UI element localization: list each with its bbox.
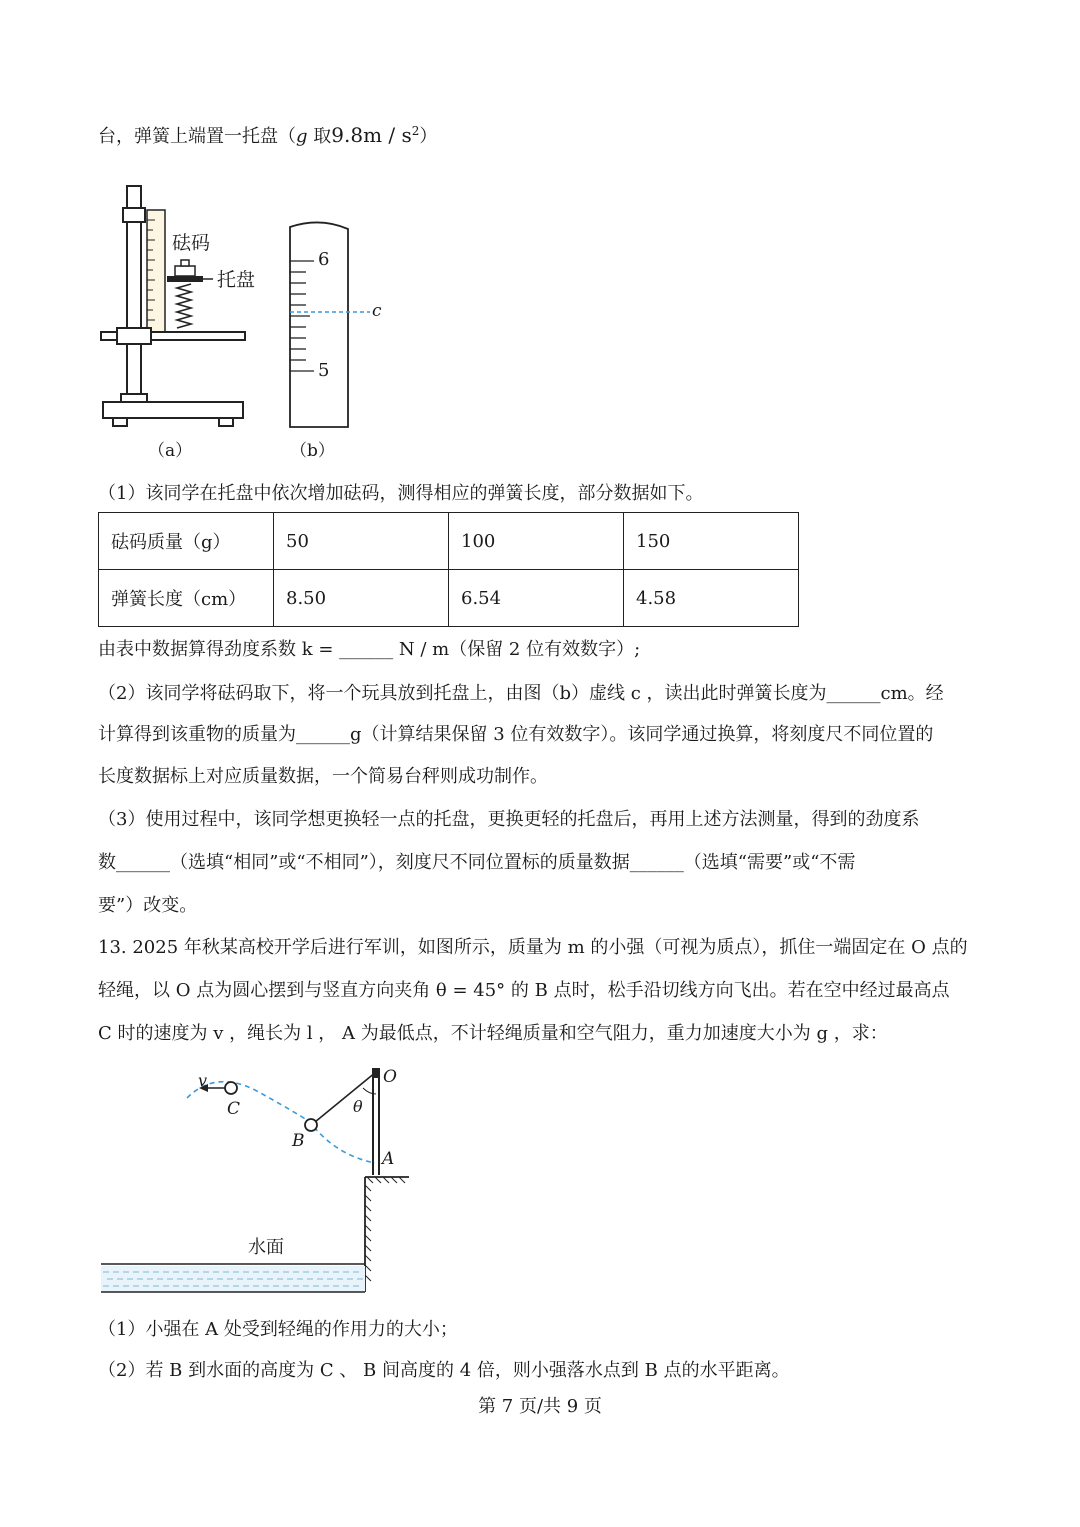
q3-line-3: 要”）改变。 — [98, 895, 198, 916]
intro-end: ） — [419, 126, 438, 147]
intro-mid: 取 — [307, 126, 332, 147]
table-cell: 4.58 — [624, 570, 799, 627]
figure-b-ruler — [280, 215, 410, 430]
table-cell: 6.54 — [449, 570, 624, 627]
q1-answer-line: 由表中数据算得劲度系数 k = ______ N / m（保留 2 位有效数字）; — [98, 639, 641, 660]
line-c-label: c — [372, 301, 382, 321]
q2-line-2: 计算得到该重物的质量为______g（计算结果保留 3 位有效数字）。该同学通过换算，将刻度尺不同位置的 — [98, 724, 934, 745]
page-footer: 第 7 页/共 9 页 — [478, 1396, 602, 1417]
table-cell: 8.50 — [274, 570, 449, 627]
label-b: B — [292, 1131, 305, 1151]
intro-value: 9.8m / s — [331, 123, 412, 147]
p13-q1: （1）小强在 A 处受到轻绳的作用力的大小； — [98, 1319, 458, 1340]
label-v: v — [198, 1071, 208, 1090]
label-o: O — [383, 1067, 397, 1087]
label-c: C — [227, 1099, 241, 1119]
data-table — [98, 512, 799, 627]
intro-text: 台，弹簧上端置一托盘（ — [98, 126, 296, 147]
table-header-mass: 砝码质量（g） — [99, 513, 274, 570]
label-a: A — [382, 1149, 395, 1169]
weight-label: 砝码 — [172, 232, 211, 254]
intro-exponent: 2 — [411, 124, 420, 138]
table-cell: 50 — [274, 513, 449, 570]
ruler-tick-6: 6 — [318, 249, 330, 270]
ruler-tick-5: 5 — [318, 360, 330, 381]
table-row — [99, 513, 799, 570]
water-label: 水面 — [248, 1237, 284, 1258]
g-symbol: g — [296, 126, 308, 147]
q2-line-1: （2）该同学将砝码取下，将一个玩具放到托盘上，由图（b）虚线 c ，读出此时弹簧长度为______cm。经 — [98, 683, 944, 704]
q2-line-3: 长度数据标上对应质量数据，一个简易台秤则成功制作。 — [98, 766, 548, 787]
figure-b-caption: （b） — [290, 441, 335, 461]
p13-line-3: C 时的速度为 v ，绳长为 l ， A 为最低点，不计轻绳质量和空气阻力，重力加速度大小为 g ，求： — [98, 1023, 888, 1044]
figure-a-apparatus — [95, 180, 255, 470]
figure-pendulum — [95, 1060, 425, 1300]
figure-a-caption: （a） — [148, 441, 193, 461]
table-cell: 150 — [624, 513, 799, 570]
tray-label: 托盘 — [217, 269, 256, 291]
q1-intro: （1）该同学在托盘中依次增加砝码，测得相应的弹簧长度，部分数据如下。 — [98, 483, 704, 504]
table-cell: 100 — [449, 513, 624, 570]
table-header-length: 弹簧长度（cm） — [99, 570, 274, 627]
p13-q2: （2）若 B 到水面的高度为 C 、 B 间高度的 4 倍，则小强落水点到 B 点的水平距离。 — [98, 1360, 790, 1381]
q3-line-1: （3）使用过程中，该同学想更换轻一点的托盘，更换更轻的托盘后，再用上述方法测量，得到的劲度系 — [98, 809, 920, 830]
intro-line — [98, 118, 437, 150]
label-theta: θ — [353, 1097, 363, 1116]
table-row — [99, 570, 799, 627]
p13-line-1: 13. 2025 年秋某高校开学后进行军训，如图所示，质量为 m 的小强（可视为质点），抓住一端固定在 O 点的 — [98, 937, 968, 958]
q3-line-2: 数______（选填“相同”或“不相同”），刻度尺不同位置标的质量数据______（选填“需要”或“不需 — [98, 852, 856, 873]
p13-line-2: 轻绳，以 O 点为圆心摆到与竖直方向夹角 θ = 45° 的 B 点时，松手沿切线方向飞出。若在空中经过最高点 — [98, 980, 950, 1001]
